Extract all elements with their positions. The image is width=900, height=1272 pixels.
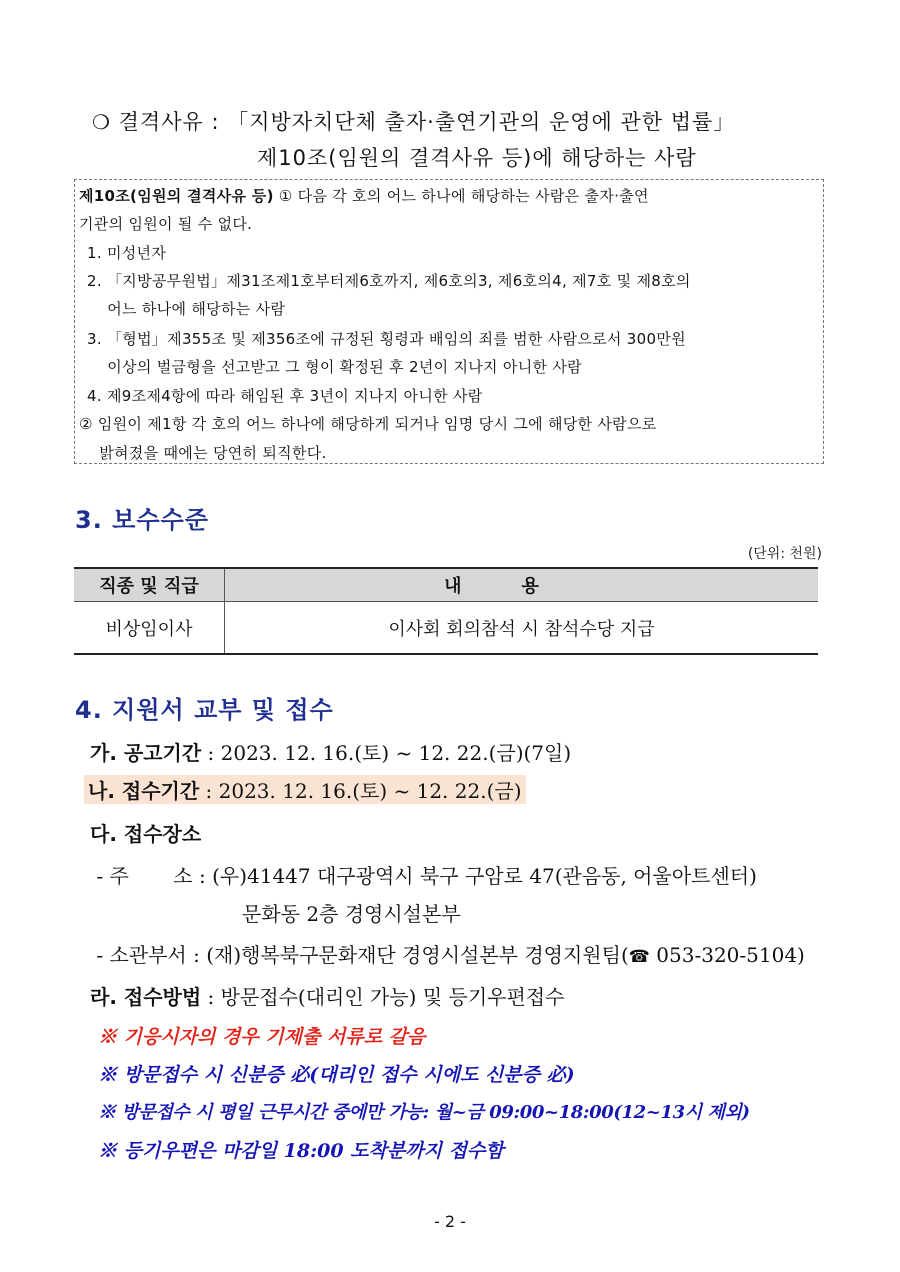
header-content: 내용	[225, 568, 819, 602]
law-item: 1. 미성년자	[87, 244, 167, 262]
disqualification-line-1	[92, 106, 735, 136]
announce-period-value: : 2023. 12. 16.(토) ~ 12. 22.(금)(7일)	[201, 741, 572, 765]
department-value: : (재)행복북구문화재단 경영시설본부 경영지원팀(	[186, 943, 629, 967]
receipt-method-row	[90, 981, 564, 1010]
note-prior-applicant: ※ 기응시자의 경우 기제출 서류로 갈음	[98, 1026, 426, 1048]
law-item: 이상의 벌금형을 선고받고 그 형이 확정된 후 2년이 지나지 아니한 사람	[87, 358, 582, 376]
header-job-grade: 직종 및 직급	[74, 568, 225, 602]
receipt-period-value: : 2023. 12. 16.(토) ~ 12. 22.(금)	[199, 779, 522, 803]
cell-job-grade: 비상임이사	[74, 602, 225, 655]
receipt-method-label: 라. 접수방법	[90, 985, 202, 1009]
law-excerpt-box	[74, 179, 824, 464]
telephone-icon: ☎	[628, 947, 650, 967]
department-row	[90, 939, 805, 968]
law-item: 2. 「지방공무원법」제31조제1호부터제6호까지, 제6호의3, 제6호의4, 제7호 및 제8호의	[87, 272, 691, 290]
circle-bullet-icon: ❍	[92, 110, 111, 134]
receipt-method-value: : 방문접수(대리인 가능) 및 등기우편접수	[201, 985, 565, 1009]
table-header-row	[74, 568, 818, 602]
law-item: ② 임원이 제1항 각 호의 어느 하나에 해당하게 되거나 임명 당시 그에 해당한 사람으로	[79, 415, 657, 433]
announce-period-row	[90, 737, 571, 766]
section-3-heading: 3. 보수수준	[75, 506, 209, 534]
receipt-period-label: 나. 접수기간	[88, 779, 200, 803]
unit-label: (단위: 천원)	[747, 546, 822, 562]
address-row	[90, 860, 757, 889]
department-label: - 소관부서	[90, 943, 187, 967]
article-title: 제10조(임원의 결격사유 등)	[79, 187, 274, 205]
law-item: 3. 「형법」제355조 및 제356조에 규정된 횡령과 배임의 죄를 범한 사람으로서 300만원	[87, 330, 686, 348]
law-line-2: 기관의 임원이 될 수 없다.	[79, 215, 253, 233]
receipt-place-row	[90, 818, 201, 847]
receipt-period-row	[84, 775, 526, 804]
announce-period-label: 가. 공고기간	[90, 741, 202, 765]
law-line-1-rest: ① 다음 각 호의 어느 하나에 해당하는 사람은 출자·출연	[273, 187, 649, 205]
law-item: 어느 하나에 해당하는 사람	[87, 300, 286, 318]
law-line-1	[79, 185, 649, 206]
address-line-2: 문화동 2층 경영시설본부	[242, 902, 461, 926]
note-visit-hours: ※ 방문접수 시 평일 근무시간 중에만 가능: 월~금 09:00~18:00(12~13시 제외)	[98, 1102, 750, 1123]
page-number: - 2 -	[434, 1212, 466, 1231]
receipt-place-label: 다. 접수장소	[90, 822, 202, 846]
section-4-heading: 4. 지원서 교부 및 접수	[75, 696, 334, 724]
note-id-required: ※ 방문접수 시 신분증 必(대리인 접수 시에도 신분증 必)	[98, 1064, 575, 1086]
disqualification-line-2: 제10조(임원의 결격사유 등)에 해당하는 사람	[257, 146, 697, 170]
pay-table	[74, 567, 818, 655]
department-phone: 053-320-5104)	[649, 943, 805, 967]
law-item: 밝혀졌을 때에는 당연히 퇴직한다.	[79, 444, 327, 462]
disqualification-text-1: 결격사유 : 「지방자치단체 출자·출연기관의 운영에 관한 법률」	[118, 110, 736, 134]
address-value: : (우)41447 대구광역시 북구 구암로 47(관음동, 어울아트센터)	[192, 864, 757, 888]
address-label: - 주 소	[90, 864, 193, 888]
table-row	[74, 602, 818, 655]
note-mail-deadline: ※ 등기우편은 마감일 18:00 도착분까지 접수함	[98, 1140, 504, 1162]
law-item: 4. 제9조제4항에 따라 해임된 후 3년이 지나지 아니한 사람	[87, 387, 483, 405]
cell-content: 이사회 회의참석 시 참석수당 지급	[225, 602, 819, 655]
